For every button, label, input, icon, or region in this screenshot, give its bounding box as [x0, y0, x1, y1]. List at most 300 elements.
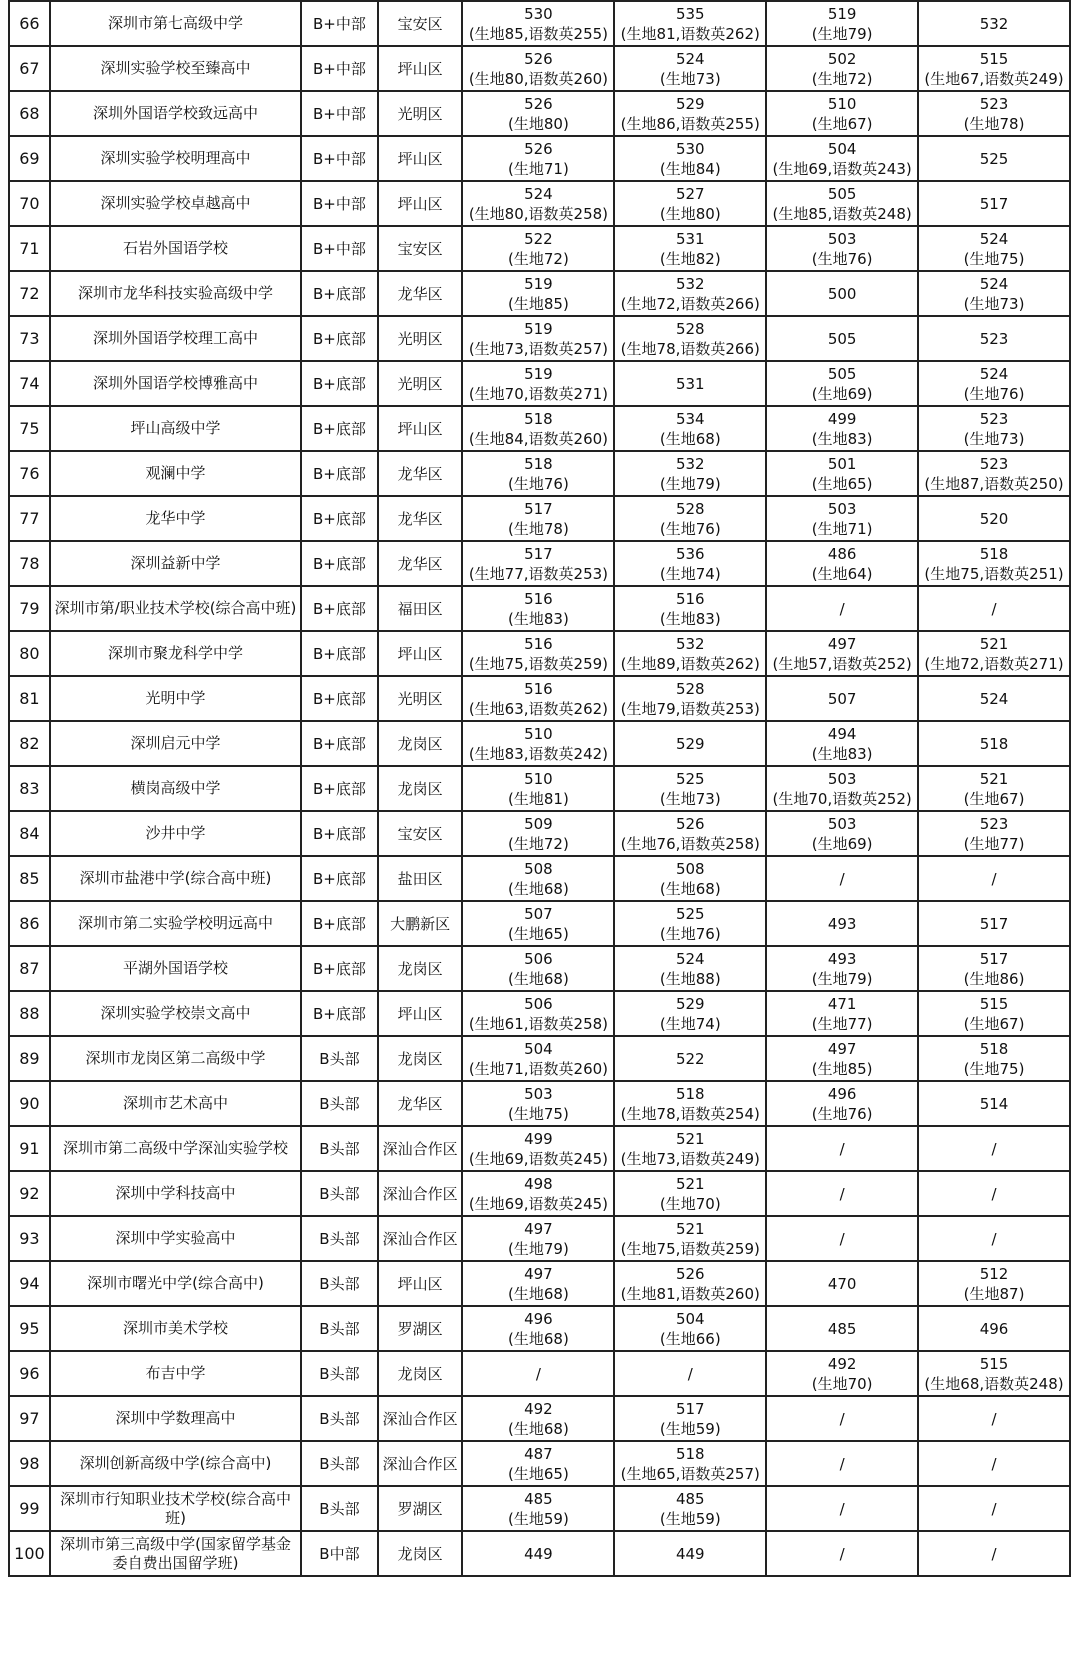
score-value: 525 — [979, 149, 1009, 168]
score-cell — [766, 1441, 918, 1486]
score-value: 519 — [827, 4, 857, 23]
table-row — [9, 1216, 1070, 1261]
score-breakdown: (生地75,语数英259) — [620, 1239, 760, 1258]
score-value: 524 — [979, 229, 1009, 248]
score-value: 517 — [675, 1399, 705, 1418]
school-name-cell: 深圳市第三高级中学(国家留学基金委自费出国留学班) — [50, 1531, 301, 1576]
school-name-cell: 横岗高级中学 — [50, 766, 301, 811]
tier-cell: B头部 — [301, 1441, 377, 1486]
school-name-cell: 深圳市龙岗区第二高级中学 — [50, 1036, 301, 1081]
school-name-cell: 深圳市龙华科技实验高级中学 — [50, 271, 301, 316]
rank-cell: 96 — [9, 1351, 50, 1396]
district-cell: 深汕合作区 — [378, 1171, 463, 1216]
score-cell — [918, 811, 1070, 856]
district-cell: 光明区 — [378, 676, 463, 721]
score-value: 529 — [675, 994, 705, 1013]
score-breakdown: (生地70) — [811, 1374, 873, 1393]
tier-cell: B+底部 — [301, 451, 377, 496]
score-value: 509 — [524, 814, 553, 833]
score-cell — [918, 1126, 1070, 1171]
score-value: / — [991, 1229, 997, 1248]
table-body — [9, 1, 1070, 1576]
score-breakdown: (生地68) — [508, 1284, 569, 1303]
score-breakdown: (生地69,语数英243) — [772, 159, 912, 178]
score-value: / — [991, 869, 997, 888]
school-name-cell: 深圳中学数理高中 — [50, 1396, 301, 1441]
score-cell — [614, 991, 766, 1036]
score-breakdown: (生地87,语数英250) — [924, 474, 1064, 493]
table-row — [9, 136, 1070, 181]
rank-cell: 84 — [9, 811, 50, 856]
score-value: 527 — [675, 184, 705, 203]
score-value: / — [991, 1454, 997, 1473]
table-row — [9, 451, 1070, 496]
tier-cell: B+底部 — [301, 991, 377, 1036]
district-cell: 龙华区 — [378, 541, 463, 586]
district-cell: 光明区 — [378, 316, 463, 361]
score-cell — [766, 1036, 918, 1081]
rank-cell: 95 — [9, 1306, 50, 1351]
score-cell — [766, 1, 918, 46]
score-cell — [766, 1531, 918, 1576]
score-value: 521 — [675, 1174, 705, 1193]
score-cell — [462, 1396, 614, 1441]
score-value: 496 — [524, 1309, 553, 1328]
score-cell — [614, 361, 766, 406]
score-cell — [766, 1126, 918, 1171]
score-breakdown: (生地88) — [659, 969, 721, 988]
tier-cell: B头部 — [301, 1126, 377, 1171]
score-value: 503 — [827, 814, 857, 833]
score-breakdown: (生地83,语数英242) — [468, 744, 609, 763]
score-cell — [462, 811, 614, 856]
score-breakdown: (生地64) — [811, 564, 873, 583]
rank-cell: 87 — [9, 946, 50, 991]
score-cell — [614, 46, 766, 91]
score-breakdown: (生地67) — [963, 789, 1025, 808]
score-cell — [614, 1126, 766, 1171]
score-value: 494 — [827, 724, 857, 743]
score-cell — [614, 676, 766, 721]
score-cell — [614, 1081, 766, 1126]
score-value: 522 — [524, 229, 553, 248]
score-breakdown: (生地69,语数英245) — [468, 1194, 609, 1213]
table-row — [9, 1306, 1070, 1351]
score-cell — [614, 271, 766, 316]
score-breakdown: (生地59) — [659, 1509, 721, 1528]
score-value: / — [991, 1499, 997, 1518]
school-name-cell: 深圳外国语学校致远高中 — [50, 91, 301, 136]
score-value: 535 — [675, 4, 705, 23]
school-name-cell: 深圳中学科技高中 — [50, 1171, 301, 1216]
score-cell — [614, 181, 766, 226]
tier-cell: B+底部 — [301, 271, 377, 316]
district-cell: 龙岗区 — [378, 766, 463, 811]
score-value: 515 — [979, 49, 1009, 68]
table-row — [9, 91, 1070, 136]
table-row — [9, 1351, 1070, 1396]
score-breakdown: (生地79) — [659, 474, 721, 493]
score-value: 532 — [675, 634, 705, 653]
table-row — [9, 316, 1070, 361]
table-row — [9, 181, 1070, 226]
score-value: 523 — [979, 329, 1009, 348]
score-value: 493 — [827, 949, 857, 968]
school-name-cell: 深圳市盐港中学(综合高中班) — [50, 856, 301, 901]
score-value: 515 — [979, 1354, 1009, 1373]
score-cell — [614, 1216, 766, 1261]
score-breakdown: (生地75) — [508, 1104, 569, 1123]
score-breakdown: (生地75) — [963, 249, 1025, 268]
score-value: 518 — [675, 1084, 705, 1103]
score-breakdown: (生地73,语数英257) — [468, 339, 609, 358]
score-breakdown: (生地84,语数英260) — [468, 429, 609, 448]
score-cell — [614, 451, 766, 496]
score-value: 499 — [827, 409, 857, 428]
school-name-cell: 坪山高级中学 — [50, 406, 301, 451]
score-value: / — [839, 1229, 845, 1248]
score-cell — [766, 136, 918, 181]
score-value: 528 — [675, 319, 705, 338]
score-cell — [766, 46, 918, 91]
score-cell — [614, 631, 766, 676]
score-value: 517 — [979, 949, 1009, 968]
score-value: 518 — [979, 734, 1009, 753]
school-name-cell: 深圳市第七高级中学 — [50, 1, 301, 46]
rank-cell: 70 — [9, 181, 50, 226]
rank-cell: 73 — [9, 316, 50, 361]
table-row — [9, 631, 1070, 676]
score-breakdown: (生地76) — [963, 384, 1025, 403]
score-cell — [766, 181, 918, 226]
score-cell — [918, 991, 1070, 1036]
score-value: 501 — [827, 454, 857, 473]
table-row — [9, 676, 1070, 721]
score-breakdown: (生地70,语数英252) — [772, 789, 912, 808]
district-cell: 罗湖区 — [378, 1306, 463, 1351]
rank-cell: 86 — [9, 901, 50, 946]
score-cell — [614, 901, 766, 946]
score-breakdown: (生地80,语数英258) — [468, 204, 609, 223]
score-value: 521 — [675, 1219, 705, 1238]
tier-cell: B头部 — [301, 1486, 377, 1531]
score-cell — [462, 1351, 614, 1396]
score-breakdown: (生地65) — [508, 924, 569, 943]
rank-cell: 77 — [9, 496, 50, 541]
score-breakdown: (生地70,语数英271) — [468, 384, 609, 403]
score-value: 536 — [675, 544, 705, 563]
score-cell — [614, 226, 766, 271]
score-value: / — [839, 599, 845, 618]
table-row — [9, 1171, 1070, 1216]
score-breakdown: (生地80) — [508, 114, 569, 133]
table-row — [9, 496, 1070, 541]
table-row — [9, 901, 1070, 946]
score-breakdown: (生地81) — [508, 789, 569, 808]
district-cell: 坪山区 — [378, 46, 463, 91]
table-row — [9, 1531, 1070, 1576]
score-cell — [766, 271, 918, 316]
score-value: 506 — [524, 994, 553, 1013]
score-value: 519 — [524, 319, 553, 338]
score-cell — [462, 226, 614, 271]
score-value: 526 — [675, 814, 705, 833]
district-cell: 坪山区 — [378, 136, 463, 181]
school-name-cell: 深圳外国语学校博雅高中 — [50, 361, 301, 406]
score-value: 532 — [979, 14, 1009, 33]
score-value: 514 — [979, 1094, 1009, 1113]
school-name-cell: 深圳市行知职业技术学校(综合高中班) — [50, 1486, 301, 1531]
score-cell — [766, 406, 918, 451]
score-value: 531 — [675, 229, 705, 248]
school-name-cell: 深圳创新高级中学(综合高中) — [50, 1441, 301, 1486]
tier-cell: B头部 — [301, 1081, 377, 1126]
score-cell — [462, 316, 614, 361]
tier-cell: B+中部 — [301, 46, 377, 91]
table-row — [9, 1396, 1070, 1441]
school-name-cell: 深圳益新中学 — [50, 541, 301, 586]
tier-cell: B头部 — [301, 1216, 377, 1261]
score-cell — [462, 721, 614, 766]
score-value: / — [991, 1184, 997, 1203]
score-cell — [766, 361, 918, 406]
district-cell: 龙华区 — [378, 451, 463, 496]
score-cell — [462, 1486, 614, 1531]
district-cell: 龙华区 — [378, 1081, 463, 1126]
score-cell — [614, 1441, 766, 1486]
rank-cell: 67 — [9, 46, 50, 91]
score-value: 530 — [675, 139, 705, 158]
score-breakdown: (生地86) — [963, 969, 1025, 988]
score-cell — [614, 1261, 766, 1306]
rank-cell: 82 — [9, 721, 50, 766]
score-value: 523 — [979, 409, 1009, 428]
tier-cell: B+底部 — [301, 586, 377, 631]
score-value: / — [839, 1454, 845, 1473]
score-value: / — [839, 1184, 845, 1203]
score-value: 510 — [524, 769, 553, 788]
score-breakdown: (生地67) — [963, 1014, 1025, 1033]
score-value: 518 — [524, 454, 553, 473]
score-value: 497 — [524, 1264, 553, 1283]
admission-score-table — [8, 0, 1071, 1577]
score-cell — [918, 46, 1070, 91]
score-value: 517 — [524, 499, 553, 518]
score-value: 516 — [524, 589, 553, 608]
district-cell: 龙华区 — [378, 496, 463, 541]
score-value: 525 — [675, 769, 705, 788]
school-name-cell: 深圳市聚龙科学中学 — [50, 631, 301, 676]
score-breakdown: (生地74) — [659, 1014, 721, 1033]
score-value: / — [991, 599, 997, 618]
score-value: 530 — [524, 4, 553, 23]
score-breakdown: (生地73) — [659, 69, 721, 88]
score-value: 524 — [675, 49, 705, 68]
score-breakdown: (生地65,语数英257) — [620, 1464, 760, 1483]
district-cell: 大鹏新区 — [378, 901, 463, 946]
table-row — [9, 1261, 1070, 1306]
score-cell — [614, 1306, 766, 1351]
score-breakdown: (生地72) — [508, 249, 569, 268]
score-value: / — [839, 869, 845, 888]
tier-cell: B头部 — [301, 1036, 377, 1081]
score-breakdown: (生地73) — [659, 789, 721, 808]
score-value: 523 — [979, 814, 1009, 833]
score-breakdown: (生地70) — [659, 1194, 721, 1213]
score-breakdown: (生地77,语数英253) — [468, 564, 609, 583]
score-breakdown: (生地78,语数英266) — [620, 339, 760, 358]
score-cell — [614, 406, 766, 451]
score-cell — [766, 991, 918, 1036]
school-name-cell: 深圳市第二高级中学深汕实验学校 — [50, 1126, 301, 1171]
score-value: 516 — [524, 679, 553, 698]
tier-cell: B+底部 — [301, 361, 377, 406]
table-row — [9, 991, 1070, 1036]
score-cell — [918, 586, 1070, 631]
score-value: 526 — [524, 139, 553, 158]
score-value: 503 — [524, 1084, 553, 1103]
score-breakdown: (生地75,语数英259) — [468, 654, 609, 673]
score-cell — [462, 271, 614, 316]
score-value: 518 — [979, 1039, 1009, 1058]
score-value: 502 — [827, 49, 857, 68]
score-breakdown: (生地83) — [811, 429, 873, 448]
score-value: / — [991, 1139, 997, 1158]
tier-cell: B+中部 — [301, 136, 377, 181]
score-value: 510 — [827, 94, 857, 113]
tier-cell: B+底部 — [301, 541, 377, 586]
score-cell — [462, 541, 614, 586]
school-name-cell: 深圳外国语学校理工高中 — [50, 316, 301, 361]
tier-cell: B+中部 — [301, 1, 377, 46]
score-breakdown: (生地67,语数英249) — [924, 69, 1064, 88]
tier-cell: B+中部 — [301, 91, 377, 136]
score-cell — [918, 1036, 1070, 1081]
score-value: / — [839, 1544, 845, 1563]
score-cell — [462, 946, 614, 991]
score-cell — [766, 1396, 918, 1441]
score-value: 492 — [827, 1354, 857, 1373]
score-cell — [614, 811, 766, 856]
score-cell — [918, 361, 1070, 406]
score-cell — [766, 1486, 918, 1531]
district-cell: 龙岗区 — [378, 1351, 463, 1396]
score-cell — [614, 91, 766, 136]
score-value: 524 — [979, 689, 1009, 708]
score-cell — [766, 1306, 918, 1351]
score-breakdown: (生地76,语数英258) — [620, 834, 760, 853]
score-cell — [766, 586, 918, 631]
score-value: 523 — [979, 94, 1009, 113]
score-breakdown: (生地73) — [963, 294, 1025, 313]
score-cell — [614, 1, 766, 46]
score-value: 524 — [979, 364, 1009, 383]
score-value: / — [991, 1544, 997, 1563]
rank-cell: 66 — [9, 1, 50, 46]
rank-cell: 80 — [9, 631, 50, 676]
score-value: 496 — [979, 1319, 1009, 1338]
tier-cell: B头部 — [301, 1171, 377, 1216]
score-cell — [766, 541, 918, 586]
score-cell — [462, 361, 614, 406]
score-breakdown: (生地72) — [811, 69, 873, 88]
score-cell — [766, 451, 918, 496]
score-cell — [766, 226, 918, 271]
score-cell — [614, 136, 766, 181]
score-cell — [614, 1486, 766, 1531]
score-cell — [462, 496, 614, 541]
tier-cell: B+底部 — [301, 811, 377, 856]
score-value: 524 — [524, 184, 553, 203]
score-cell — [614, 946, 766, 991]
score-cell — [614, 496, 766, 541]
table-row — [9, 226, 1070, 271]
rank-cell: 78 — [9, 541, 50, 586]
score-breakdown: (生地72) — [508, 834, 569, 853]
score-cell — [462, 46, 614, 91]
rank-cell: 83 — [9, 766, 50, 811]
score-breakdown: (生地85,语数英255) — [468, 24, 609, 43]
score-breakdown: (生地86,语数英255) — [620, 114, 760, 133]
score-cell — [614, 766, 766, 811]
score-cell — [462, 1, 614, 46]
table-row — [9, 586, 1070, 631]
score-breakdown: (生地75,语数英251) — [924, 564, 1064, 583]
rank-cell: 92 — [9, 1171, 50, 1216]
score-cell — [918, 406, 1070, 451]
score-cell — [462, 766, 614, 811]
score-breakdown: (生地61,语数英258) — [468, 1014, 609, 1033]
score-cell — [918, 1531, 1070, 1576]
score-cell — [766, 766, 918, 811]
rank-cell: 94 — [9, 1261, 50, 1306]
tier-cell: B头部 — [301, 1306, 377, 1351]
score-value: 492 — [524, 1399, 553, 1418]
score-cell — [614, 1396, 766, 1441]
score-value: 508 — [675, 859, 705, 878]
score-value: 529 — [675, 94, 705, 113]
score-value: 517 — [524, 544, 553, 563]
score-cell — [918, 1081, 1070, 1126]
score-cell — [918, 91, 1070, 136]
rank-cell: 85 — [9, 856, 50, 901]
school-name-cell: 深圳实验学校明理高中 — [50, 136, 301, 181]
score-value: 526 — [524, 94, 553, 113]
score-breakdown: (生地85) — [508, 294, 569, 313]
score-value: 497 — [827, 1039, 857, 1058]
score-cell — [766, 1351, 918, 1396]
score-cell — [462, 181, 614, 226]
score-breakdown: (生地59) — [659, 1419, 721, 1438]
rank-cell: 90 — [9, 1081, 50, 1126]
score-breakdown: (生地80) — [659, 204, 721, 223]
score-cell — [766, 91, 918, 136]
district-cell: 坪山区 — [378, 631, 463, 676]
score-value: 516 — [675, 589, 705, 608]
score-cell — [462, 1261, 614, 1306]
score-value: 517 — [979, 914, 1009, 933]
score-value: 519 — [524, 274, 553, 293]
school-name-cell: 深圳中学实验高中 — [50, 1216, 301, 1261]
score-breakdown: (生地68) — [659, 429, 721, 448]
score-value: 493 — [827, 914, 857, 933]
score-cell — [918, 1441, 1070, 1486]
score-breakdown: (生地75) — [963, 1059, 1025, 1078]
rank-cell: 91 — [9, 1126, 50, 1171]
score-cell — [462, 991, 614, 1036]
score-value: 519 — [524, 364, 553, 383]
score-breakdown: (生地78,语数英254) — [620, 1104, 760, 1123]
